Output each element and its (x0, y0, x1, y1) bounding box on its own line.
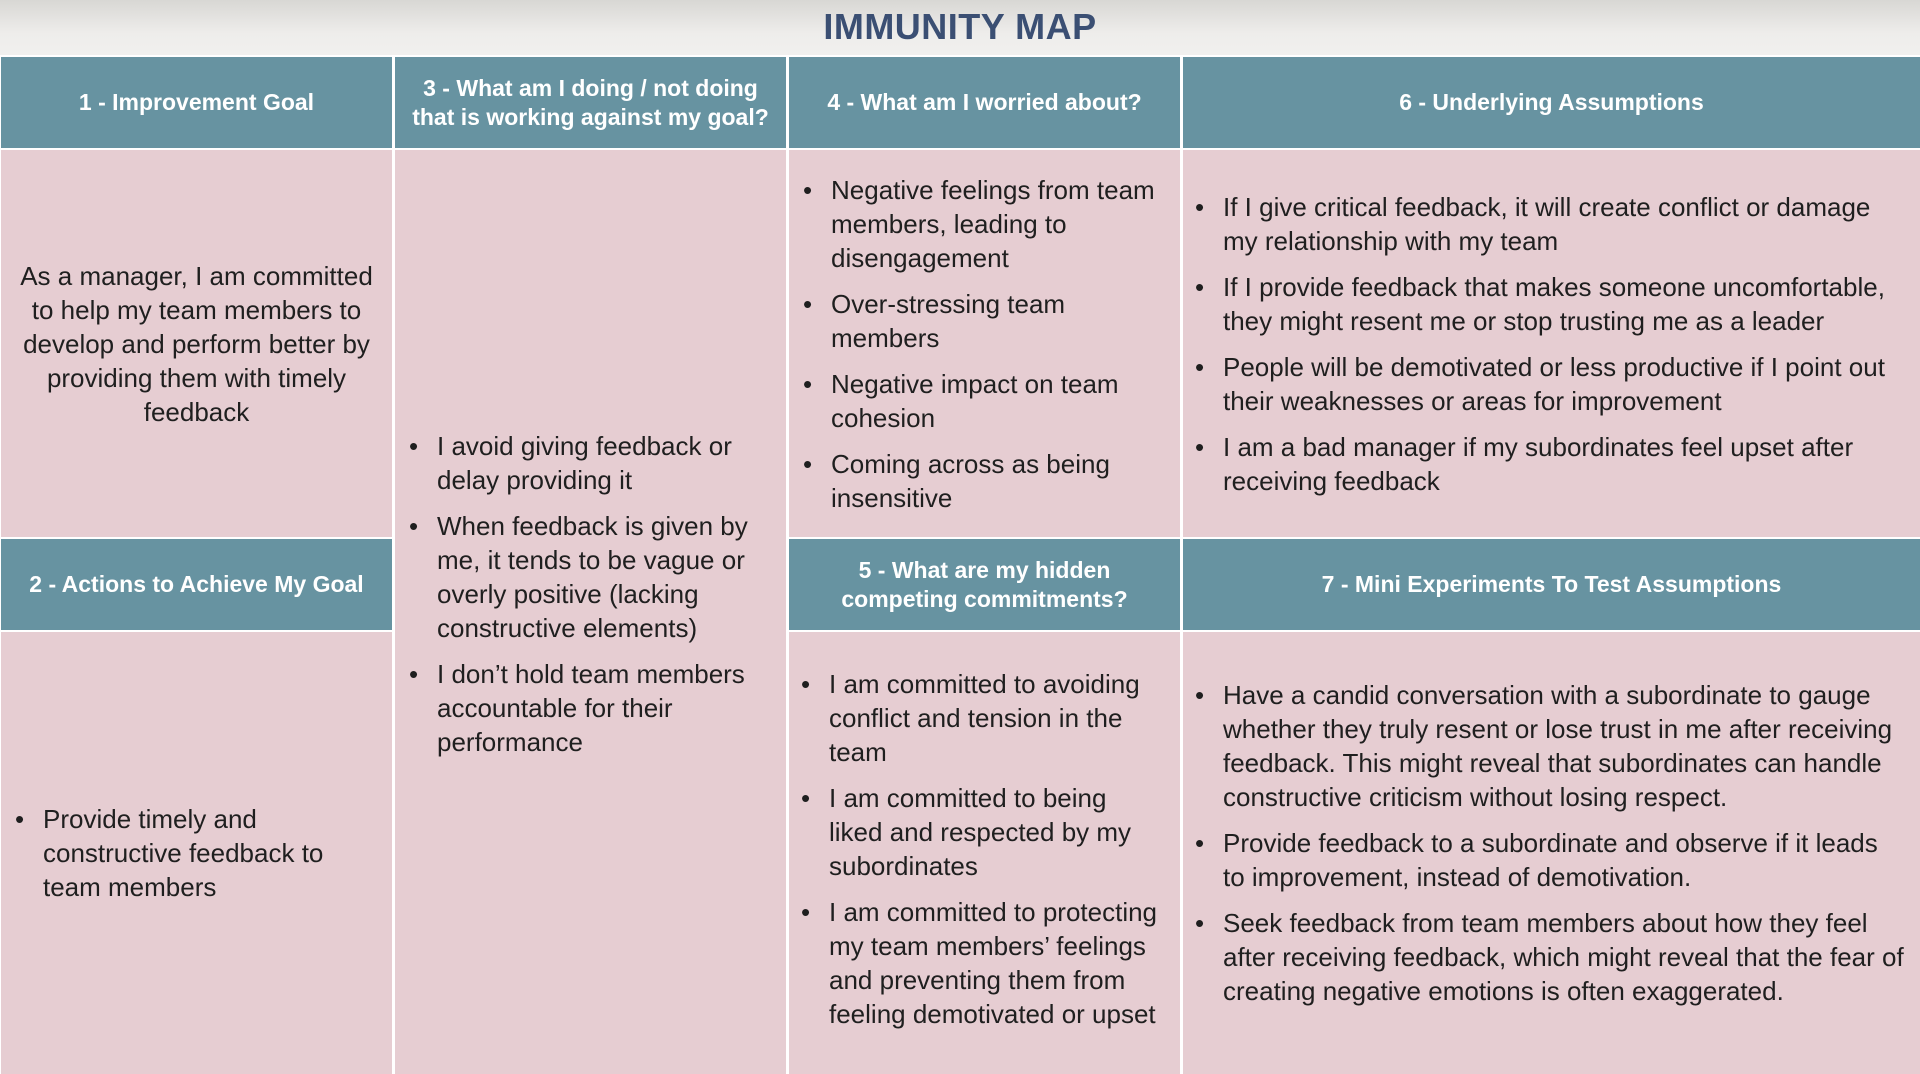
list-item: • Have a candid conversation with a subordinate to gauge whether they truly resent or lose trust in me after receiving feedback. This might reveal that subordinates can handle constructive criticism without losing respect. (1195, 678, 1906, 814)
section-3-body (395, 150, 786, 1074)
competing-commitments-list (801, 667, 1164, 1031)
immunity-map-grid (0, 55, 1920, 1074)
list-item: • Seek feedback from team members about how they feel after receiving feedback, which might reveal that the fear of creating negative emotions is often exaggerated. (1195, 906, 1906, 1008)
section-2-body (1, 632, 392, 1074)
section-5-body (789, 632, 1180, 1074)
section-4-body (789, 150, 1180, 537)
experiments-list (1195, 678, 1906, 1008)
list-item: • Over-stressing team members (803, 287, 1156, 355)
section-6-header: 6 - Underlying Assumptions (1183, 57, 1920, 148)
section-5-header: 5 - What are my hidden competing commitments? (789, 539, 1180, 630)
section-7-header: 7 - Mini Experiments To Test Assumptions (1183, 539, 1920, 630)
list-item: • I am a bad manager if my subordinates feel upset after receiving feedback (1195, 430, 1906, 498)
list-item: • I avoid giving feedback or delay providing it (409, 429, 760, 497)
list-item: • Negative feelings from team members, leading to disengagement (803, 173, 1156, 275)
list-item: • Provide feedback to a subordinate and observe if it leads to improvement, instead of demotivation. (1195, 826, 1906, 894)
page-title: IMMUNITY MAP (823, 6, 1097, 47)
section-1-header: 1 - Improvement Goal (1, 57, 392, 148)
list-item: • Coming across as being insensitive (803, 447, 1156, 515)
list-item: • I don’t hold team members accountable for their performance (409, 657, 760, 759)
actions-list (15, 802, 372, 904)
section-3-header: 3 - What am I doing / not doing that is working against my goal? (395, 57, 786, 148)
list-item: • I am committed to protecting my team members’ feelings and preventing them from feeling demotivated or upset (801, 895, 1164, 1031)
list-item: • If I give critical feedback, it will create conflict or damage my relationship with my team (1195, 190, 1906, 258)
list-item: • I am committed to avoiding conflict and tension in the team (801, 667, 1164, 769)
improvement-goal-text: As a manager, I am committed to help my team members to develop and perform better by providing them with timely feedback (20, 260, 373, 427)
worries-list (803, 173, 1156, 515)
section-4-header: 4 - What am I worried about? (789, 57, 1180, 148)
section-7-body (1183, 632, 1920, 1074)
list-item: • Negative impact on team cohesion (803, 367, 1156, 435)
section-2-header: 2 - Actions to Achieve My Goal (1, 539, 392, 630)
list-item: • If I provide feedback that makes someone uncomfortable, they might resent me or stop trusting me as a leader (1195, 270, 1906, 338)
list-item: • People will be demotivated or less productive if I point out their weaknesses or areas for improvement (1195, 350, 1906, 418)
counterproductive-behaviors-list (409, 429, 760, 759)
section-6-body (1183, 150, 1920, 537)
assumptions-list (1195, 190, 1906, 498)
list-item: • I am committed to being liked and respected by my subordinates (801, 781, 1164, 883)
section-1-body (1, 150, 392, 537)
list-item: • When feedback is given by me, it tends to be vague or overly positive (lacking constructive elements) (409, 509, 760, 645)
list-item: • Provide timely and constructive feedback to team members (15, 802, 372, 904)
